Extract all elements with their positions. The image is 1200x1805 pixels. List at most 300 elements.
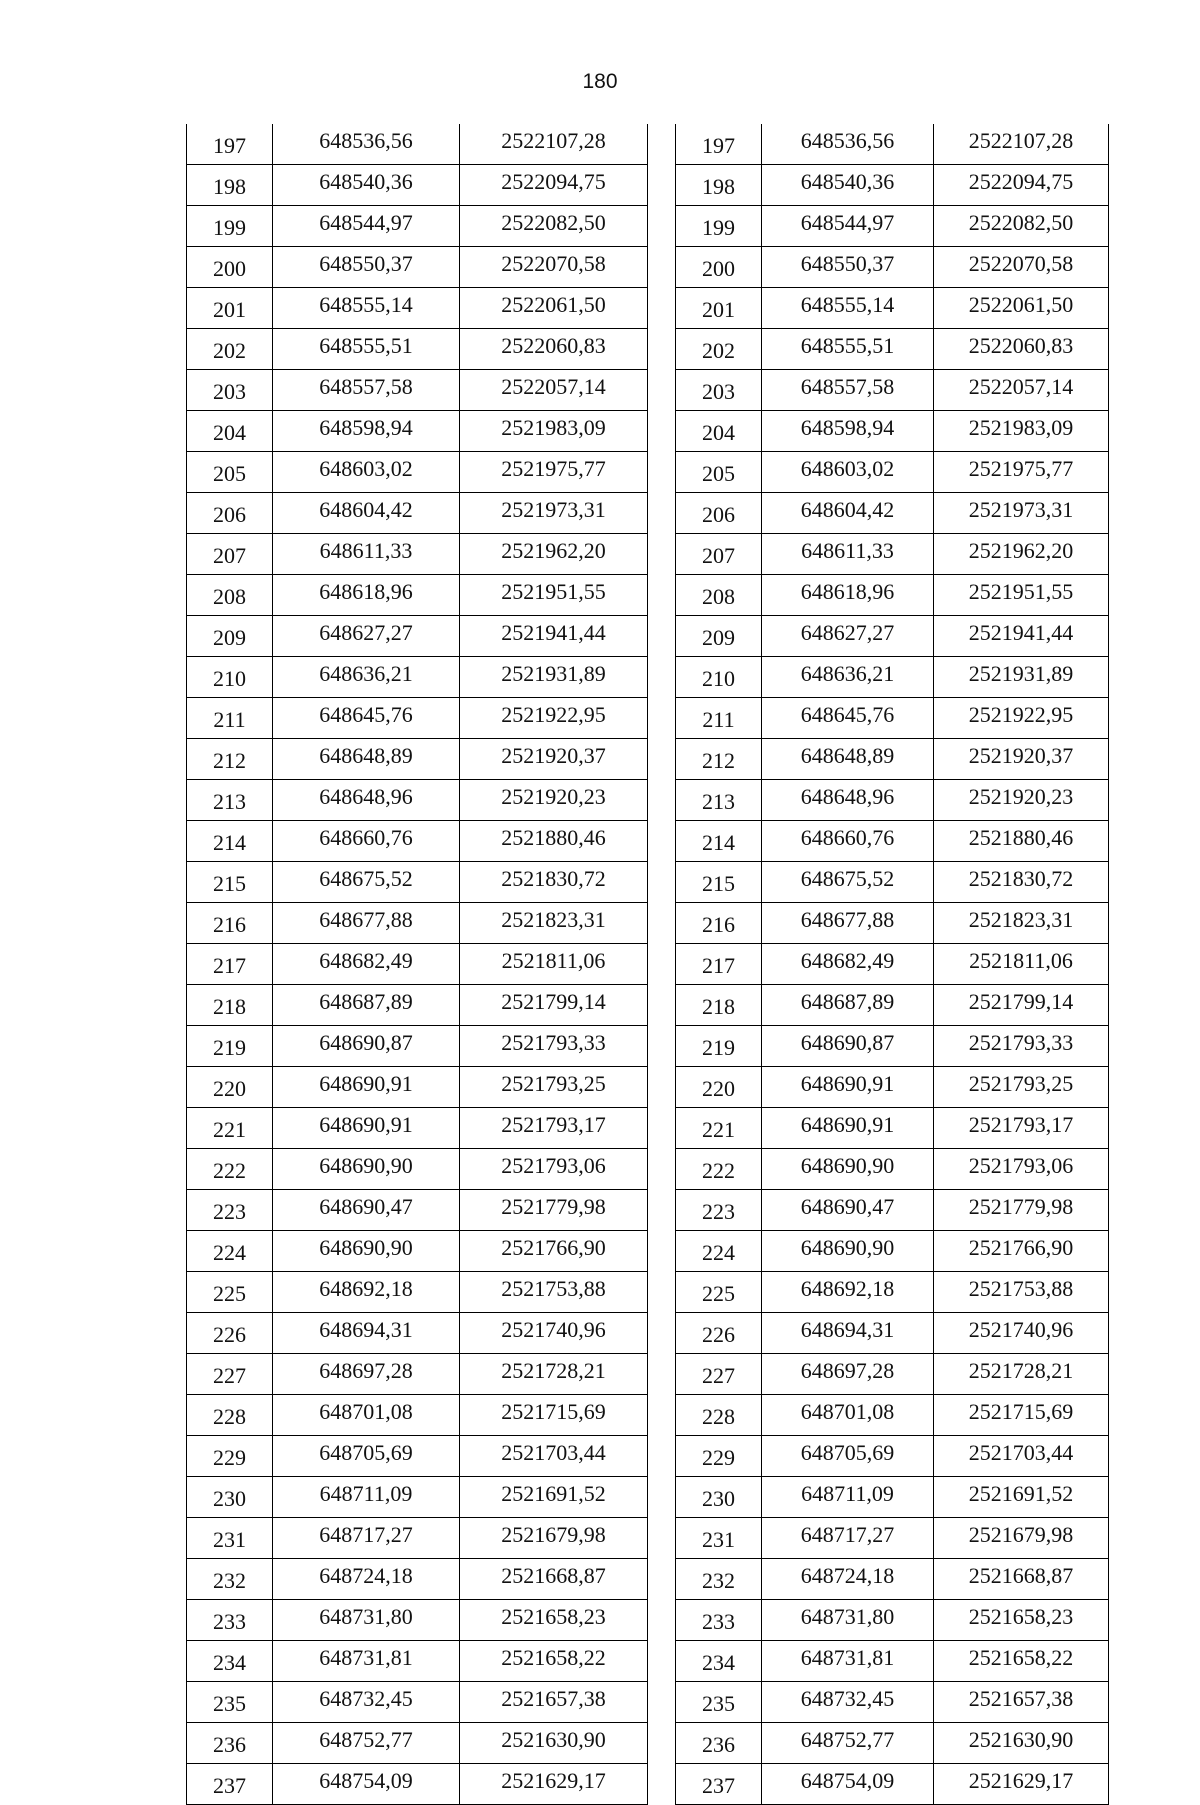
y-coordinate-cell: 2521728,21 (460, 1354, 648, 1395)
point-number-cell: 222 (676, 1149, 762, 1190)
x-coordinate-cell: 648690,90 (762, 1231, 934, 1272)
y-coordinate-cell: 2521657,38 (460, 1682, 648, 1723)
x-coordinate-cell: 648611,33 (762, 534, 934, 575)
y-coordinate-cell: 2521941,44 (460, 616, 648, 657)
y-coordinate-cell: 2521880,46 (460, 821, 648, 862)
x-coordinate-cell: 648645,76 (762, 698, 934, 739)
y-coordinate-cell: 2521703,44 (934, 1436, 1109, 1477)
point-number-cell: 225 (187, 1272, 273, 1313)
point-number-cell: 230 (187, 1477, 273, 1518)
x-coordinate-cell: 648690,47 (273, 1190, 460, 1231)
point-number-cell: 212 (187, 739, 273, 780)
y-coordinate-cell: 2521922,95 (460, 698, 648, 739)
y-coordinate-cell: 2521793,25 (934, 1067, 1109, 1108)
y-coordinate-cell: 2521658,23 (934, 1600, 1109, 1641)
x-coordinate-cell: 648536,56 (762, 124, 934, 165)
x-coordinate-cell: 648732,45 (762, 1682, 934, 1723)
table-row (187, 1313, 648, 1354)
point-number-cell: 215 (676, 862, 762, 903)
table-row (676, 903, 1109, 944)
y-coordinate-cell: 2521983,09 (460, 411, 648, 452)
y-coordinate-cell: 2521962,20 (934, 534, 1109, 575)
point-number-cell: 208 (676, 575, 762, 616)
table-row (187, 288, 648, 329)
x-coordinate-cell: 648754,09 (273, 1764, 460, 1805)
y-coordinate-cell: 2521922,95 (934, 698, 1109, 739)
point-number-cell: 222 (187, 1149, 273, 1190)
point-number-cell: 206 (676, 493, 762, 534)
table-row (676, 1723, 1109, 1764)
table-row (187, 780, 648, 821)
y-coordinate-cell: 2521679,98 (934, 1518, 1109, 1559)
point-number-cell: 199 (187, 206, 273, 247)
x-coordinate-cell: 648690,91 (762, 1067, 934, 1108)
table-row (676, 493, 1109, 534)
point-number-cell: 228 (676, 1395, 762, 1436)
y-coordinate-cell: 2521811,06 (934, 944, 1109, 985)
table-row (676, 1272, 1109, 1313)
x-coordinate-cell: 648555,14 (762, 288, 934, 329)
x-coordinate-cell: 648752,77 (762, 1723, 934, 1764)
x-coordinate-cell: 648694,31 (762, 1313, 934, 1354)
point-number-cell: 226 (187, 1313, 273, 1354)
y-coordinate-cell: 2522107,28 (460, 124, 648, 165)
x-coordinate-cell: 648687,89 (762, 985, 934, 1026)
point-number-cell: 226 (676, 1313, 762, 1354)
x-coordinate-cell: 648692,18 (273, 1272, 460, 1313)
y-coordinate-cell: 2521830,72 (934, 862, 1109, 903)
y-coordinate-cell: 2522070,58 (460, 247, 648, 288)
point-number-cell: 203 (676, 370, 762, 411)
point-number-cell: 235 (187, 1682, 273, 1723)
x-coordinate-cell: 648690,90 (273, 1149, 460, 1190)
table-row (676, 985, 1109, 1026)
y-coordinate-cell: 2521799,14 (934, 985, 1109, 1026)
x-coordinate-cell: 648705,69 (762, 1436, 934, 1477)
table-row (676, 288, 1109, 329)
table-row (187, 329, 648, 370)
point-number-cell: 237 (676, 1764, 762, 1805)
y-coordinate-cell: 2521793,17 (934, 1108, 1109, 1149)
point-number-cell: 231 (187, 1518, 273, 1559)
table-row (187, 1108, 648, 1149)
y-coordinate-cell: 2522107,28 (934, 124, 1109, 165)
y-coordinate-cell: 2522082,50 (934, 206, 1109, 247)
x-coordinate-cell: 648648,96 (762, 780, 934, 821)
table-row (676, 124, 1109, 165)
table-row (676, 862, 1109, 903)
y-coordinate-cell: 2522094,75 (934, 165, 1109, 206)
point-number-cell: 231 (676, 1518, 762, 1559)
y-coordinate-cell: 2521630,90 (460, 1723, 648, 1764)
y-coordinate-cell: 2521779,98 (934, 1190, 1109, 1231)
point-number-cell: 210 (676, 657, 762, 698)
point-number-cell: 225 (676, 1272, 762, 1313)
table-row (187, 370, 648, 411)
point-number-cell: 207 (676, 534, 762, 575)
point-number-cell: 234 (676, 1641, 762, 1682)
table-row (187, 247, 648, 288)
x-coordinate-cell: 648550,37 (273, 247, 460, 288)
x-coordinate-cell: 648690,91 (273, 1067, 460, 1108)
coordinates-table-right (675, 124, 1109, 1805)
x-coordinate-cell: 648636,21 (273, 657, 460, 698)
point-number-cell: 221 (187, 1108, 273, 1149)
y-coordinate-cell: 2521657,38 (934, 1682, 1109, 1723)
point-number-cell: 198 (676, 165, 762, 206)
point-number-cell: 232 (187, 1559, 273, 1600)
coordinates-table-left (186, 124, 648, 1805)
y-coordinate-cell: 2521920,37 (934, 739, 1109, 780)
y-coordinate-cell: 2521658,22 (460, 1641, 648, 1682)
x-coordinate-cell: 648604,42 (273, 493, 460, 534)
y-coordinate-cell: 2521920,37 (460, 739, 648, 780)
y-coordinate-cell: 2522082,50 (460, 206, 648, 247)
x-coordinate-cell: 648557,58 (762, 370, 934, 411)
point-number-cell: 211 (187, 698, 273, 739)
table-row (187, 1231, 648, 1272)
y-coordinate-cell: 2521740,96 (460, 1313, 648, 1354)
table-row (187, 862, 648, 903)
y-coordinate-cell: 2521691,52 (934, 1477, 1109, 1518)
y-coordinate-cell: 2521880,46 (934, 821, 1109, 862)
point-number-cell: 210 (187, 657, 273, 698)
y-coordinate-cell: 2521920,23 (460, 780, 648, 821)
table-row (676, 739, 1109, 780)
point-number-cell: 227 (676, 1354, 762, 1395)
x-coordinate-cell: 648731,80 (762, 1600, 934, 1641)
point-number-cell: 232 (676, 1559, 762, 1600)
table-row (187, 411, 648, 452)
x-coordinate-cell: 648687,89 (273, 985, 460, 1026)
x-coordinate-cell: 648711,09 (273, 1477, 460, 1518)
x-coordinate-cell: 648540,36 (762, 165, 934, 206)
x-coordinate-cell: 648645,76 (273, 698, 460, 739)
y-coordinate-cell: 2521973,31 (934, 493, 1109, 534)
x-coordinate-cell: 648731,81 (762, 1641, 934, 1682)
x-coordinate-cell: 648690,91 (762, 1108, 934, 1149)
page-number: 180 (582, 70, 618, 93)
y-coordinate-cell: 2521973,31 (460, 493, 648, 534)
table-row (676, 1149, 1109, 1190)
x-coordinate-cell: 648682,49 (762, 944, 934, 985)
y-coordinate-cell: 2521941,44 (934, 616, 1109, 657)
y-coordinate-cell: 2521931,89 (460, 657, 648, 698)
point-number-cell: 237 (187, 1764, 273, 1805)
y-coordinate-cell: 2521753,88 (460, 1272, 648, 1313)
x-coordinate-cell: 648692,18 (762, 1272, 934, 1313)
y-coordinate-cell: 2521920,23 (934, 780, 1109, 821)
x-coordinate-cell: 648555,51 (762, 329, 934, 370)
x-coordinate-cell: 648648,89 (273, 739, 460, 780)
table-row (676, 1395, 1109, 1436)
table-row (676, 1108, 1109, 1149)
x-coordinate-cell: 648682,49 (273, 944, 460, 985)
point-number-cell: 224 (187, 1231, 273, 1272)
coordinates-table-body (676, 124, 1109, 1805)
table-row (187, 903, 648, 944)
y-coordinate-cell: 2521799,14 (460, 985, 648, 1026)
point-number-cell: 199 (676, 206, 762, 247)
x-coordinate-cell: 648701,08 (762, 1395, 934, 1436)
table-row (187, 1190, 648, 1231)
point-number-cell: 201 (676, 288, 762, 329)
table-row (187, 985, 648, 1026)
table-row (187, 124, 648, 165)
y-coordinate-cell: 2521779,98 (460, 1190, 648, 1231)
point-number-cell: 228 (187, 1395, 273, 1436)
point-number-cell: 219 (676, 1026, 762, 1067)
x-coordinate-cell: 648618,96 (273, 575, 460, 616)
point-number-cell: 233 (676, 1600, 762, 1641)
y-coordinate-cell: 2522060,83 (934, 329, 1109, 370)
y-coordinate-cell: 2521962,20 (460, 534, 648, 575)
point-number-cell: 236 (187, 1723, 273, 1764)
point-number-cell: 205 (676, 452, 762, 493)
point-number-cell: 197 (187, 124, 273, 165)
table-row (676, 1354, 1109, 1395)
x-coordinate-cell: 648705,69 (273, 1436, 460, 1477)
x-coordinate-cell: 648660,76 (762, 821, 934, 862)
y-coordinate-cell: 2521668,87 (460, 1559, 648, 1600)
x-coordinate-cell: 648732,45 (273, 1682, 460, 1723)
table-row (187, 493, 648, 534)
y-coordinate-cell: 2522070,58 (934, 247, 1109, 288)
y-coordinate-cell: 2521658,23 (460, 1600, 648, 1641)
y-coordinate-cell: 2521951,55 (460, 575, 648, 616)
x-coordinate-cell: 648627,27 (273, 616, 460, 657)
point-number-cell: 214 (676, 821, 762, 862)
point-number-cell: 204 (676, 411, 762, 452)
x-coordinate-cell: 648555,51 (273, 329, 460, 370)
x-coordinate-cell: 648754,09 (762, 1764, 934, 1805)
table-row (676, 1600, 1109, 1641)
point-number-cell: 213 (187, 780, 273, 821)
x-coordinate-cell: 648690,87 (762, 1026, 934, 1067)
x-coordinate-cell: 648604,42 (762, 493, 934, 534)
point-number-cell: 220 (676, 1067, 762, 1108)
table-row (187, 1518, 648, 1559)
table-row (676, 1436, 1109, 1477)
table-row (187, 698, 648, 739)
x-coordinate-cell: 648557,58 (273, 370, 460, 411)
point-number-cell: 217 (676, 944, 762, 985)
table-row (676, 657, 1109, 698)
x-coordinate-cell: 648677,88 (273, 903, 460, 944)
point-number-cell: 212 (676, 739, 762, 780)
table-row (187, 1641, 648, 1682)
x-coordinate-cell: 648675,52 (762, 862, 934, 903)
y-coordinate-cell: 2522061,50 (934, 288, 1109, 329)
point-number-cell: 229 (187, 1436, 273, 1477)
table-row (676, 1641, 1109, 1682)
y-coordinate-cell: 2521679,98 (460, 1518, 648, 1559)
table-row (187, 534, 648, 575)
table-row (676, 1477, 1109, 1518)
point-number-cell: 236 (676, 1723, 762, 1764)
y-coordinate-cell: 2521931,89 (934, 657, 1109, 698)
point-number-cell: 218 (187, 985, 273, 1026)
x-coordinate-cell: 648690,90 (273, 1231, 460, 1272)
y-coordinate-cell: 2521823,31 (460, 903, 648, 944)
table-row (187, 1067, 648, 1108)
y-coordinate-cell: 2521793,33 (460, 1026, 648, 1067)
table-row (187, 1395, 648, 1436)
point-number-cell: 220 (187, 1067, 273, 1108)
y-coordinate-cell: 2522094,75 (460, 165, 648, 206)
point-number-cell: 223 (187, 1190, 273, 1231)
x-coordinate-cell: 648536,56 (273, 124, 460, 165)
table-row (187, 1436, 648, 1477)
x-coordinate-cell: 648717,27 (273, 1518, 460, 1559)
table-row (187, 1600, 648, 1641)
point-number-cell: 214 (187, 821, 273, 862)
table-row (676, 698, 1109, 739)
x-coordinate-cell: 648611,33 (273, 534, 460, 575)
point-number-cell: 218 (676, 985, 762, 1026)
x-coordinate-cell: 648697,28 (762, 1354, 934, 1395)
y-coordinate-cell: 2521975,77 (460, 452, 648, 493)
point-number-cell: 205 (187, 452, 273, 493)
y-coordinate-cell: 2521975,77 (934, 452, 1109, 493)
x-coordinate-cell: 648690,87 (273, 1026, 460, 1067)
x-coordinate-cell: 648544,97 (762, 206, 934, 247)
y-coordinate-cell: 2521703,44 (460, 1436, 648, 1477)
x-coordinate-cell: 648731,80 (273, 1600, 460, 1641)
table-row (187, 944, 648, 985)
table-row (676, 944, 1109, 985)
x-coordinate-cell: 648697,28 (273, 1354, 460, 1395)
x-coordinate-cell: 648690,90 (762, 1149, 934, 1190)
table-row (187, 165, 648, 206)
point-number-cell: 230 (676, 1477, 762, 1518)
x-coordinate-cell: 648555,14 (273, 288, 460, 329)
x-coordinate-cell: 648660,76 (273, 821, 460, 862)
x-coordinate-cell: 648711,09 (762, 1477, 934, 1518)
x-coordinate-cell: 648690,91 (273, 1108, 460, 1149)
y-coordinate-cell: 2521715,69 (934, 1395, 1109, 1436)
point-number-cell: 235 (676, 1682, 762, 1723)
table-row (676, 1313, 1109, 1354)
y-coordinate-cell: 2521793,17 (460, 1108, 648, 1149)
table-row (676, 370, 1109, 411)
table-row (187, 1723, 648, 1764)
table-row (187, 575, 648, 616)
y-coordinate-cell: 2521766,90 (934, 1231, 1109, 1272)
point-number-cell: 204 (187, 411, 273, 452)
table-row (187, 1272, 648, 1313)
point-number-cell: 219 (187, 1026, 273, 1067)
table-row (187, 206, 648, 247)
table-row (676, 452, 1109, 493)
table-row (676, 165, 1109, 206)
table-row (676, 1231, 1109, 1272)
point-number-cell: 202 (187, 329, 273, 370)
table-row (187, 1559, 648, 1600)
table-row (187, 616, 648, 657)
table-row (676, 616, 1109, 657)
y-coordinate-cell: 2521691,52 (460, 1477, 648, 1518)
coordinates-table-body (187, 124, 648, 1805)
x-coordinate-cell: 648648,89 (762, 739, 934, 780)
x-coordinate-cell: 648731,81 (273, 1641, 460, 1682)
x-coordinate-cell: 648694,31 (273, 1313, 460, 1354)
point-number-cell: 233 (187, 1600, 273, 1641)
point-number-cell: 201 (187, 288, 273, 329)
point-number-cell: 206 (187, 493, 273, 534)
table-row (187, 1764, 648, 1805)
table-row (676, 411, 1109, 452)
x-coordinate-cell: 648627,27 (762, 616, 934, 657)
y-coordinate-cell: 2522057,14 (460, 370, 648, 411)
y-coordinate-cell: 2521951,55 (934, 575, 1109, 616)
point-number-cell: 203 (187, 370, 273, 411)
point-number-cell: 217 (187, 944, 273, 985)
x-coordinate-cell: 648636,21 (762, 657, 934, 698)
point-number-cell: 209 (676, 616, 762, 657)
x-coordinate-cell: 648648,96 (273, 780, 460, 821)
table-row (676, 1067, 1109, 1108)
y-coordinate-cell: 2522061,50 (460, 288, 648, 329)
point-number-cell: 209 (187, 616, 273, 657)
point-number-cell: 215 (187, 862, 273, 903)
x-coordinate-cell: 648540,36 (273, 165, 460, 206)
y-coordinate-cell: 2521793,25 (460, 1067, 648, 1108)
table-row (676, 206, 1109, 247)
point-number-cell: 223 (676, 1190, 762, 1231)
x-coordinate-cell: 648724,18 (762, 1559, 934, 1600)
table-row (676, 1682, 1109, 1723)
x-coordinate-cell: 648690,47 (762, 1190, 934, 1231)
x-coordinate-cell: 648598,94 (762, 411, 934, 452)
point-number-cell: 221 (676, 1108, 762, 1149)
table-row (676, 1026, 1109, 1067)
point-number-cell: 211 (676, 698, 762, 739)
point-number-cell: 216 (676, 903, 762, 944)
point-number-cell: 224 (676, 1231, 762, 1272)
y-coordinate-cell: 2522060,83 (460, 329, 648, 370)
table-row (676, 534, 1109, 575)
point-number-cell: 229 (676, 1436, 762, 1477)
table-row (676, 780, 1109, 821)
table-row (187, 1354, 648, 1395)
table-row (187, 1477, 648, 1518)
point-number-cell: 216 (187, 903, 273, 944)
x-coordinate-cell: 648717,27 (762, 1518, 934, 1559)
table-row (676, 575, 1109, 616)
y-coordinate-cell: 2521630,90 (934, 1723, 1109, 1764)
x-coordinate-cell: 648544,97 (273, 206, 460, 247)
table-row (187, 739, 648, 780)
y-coordinate-cell: 2521629,17 (934, 1764, 1109, 1805)
point-number-cell: 200 (187, 247, 273, 288)
point-number-cell: 207 (187, 534, 273, 575)
table-row (676, 247, 1109, 288)
table-row (187, 1149, 648, 1190)
point-number-cell: 197 (676, 124, 762, 165)
x-coordinate-cell: 648724,18 (273, 1559, 460, 1600)
table-row (676, 1518, 1109, 1559)
y-coordinate-cell: 2521793,06 (460, 1149, 648, 1190)
x-coordinate-cell: 648603,02 (273, 452, 460, 493)
x-coordinate-cell: 648675,52 (273, 862, 460, 903)
x-coordinate-cell: 648618,96 (762, 575, 934, 616)
x-coordinate-cell: 648598,94 (273, 411, 460, 452)
x-coordinate-cell: 648603,02 (762, 452, 934, 493)
table-row (676, 1559, 1109, 1600)
y-coordinate-cell: 2521753,88 (934, 1272, 1109, 1313)
point-number-cell: 234 (187, 1641, 273, 1682)
